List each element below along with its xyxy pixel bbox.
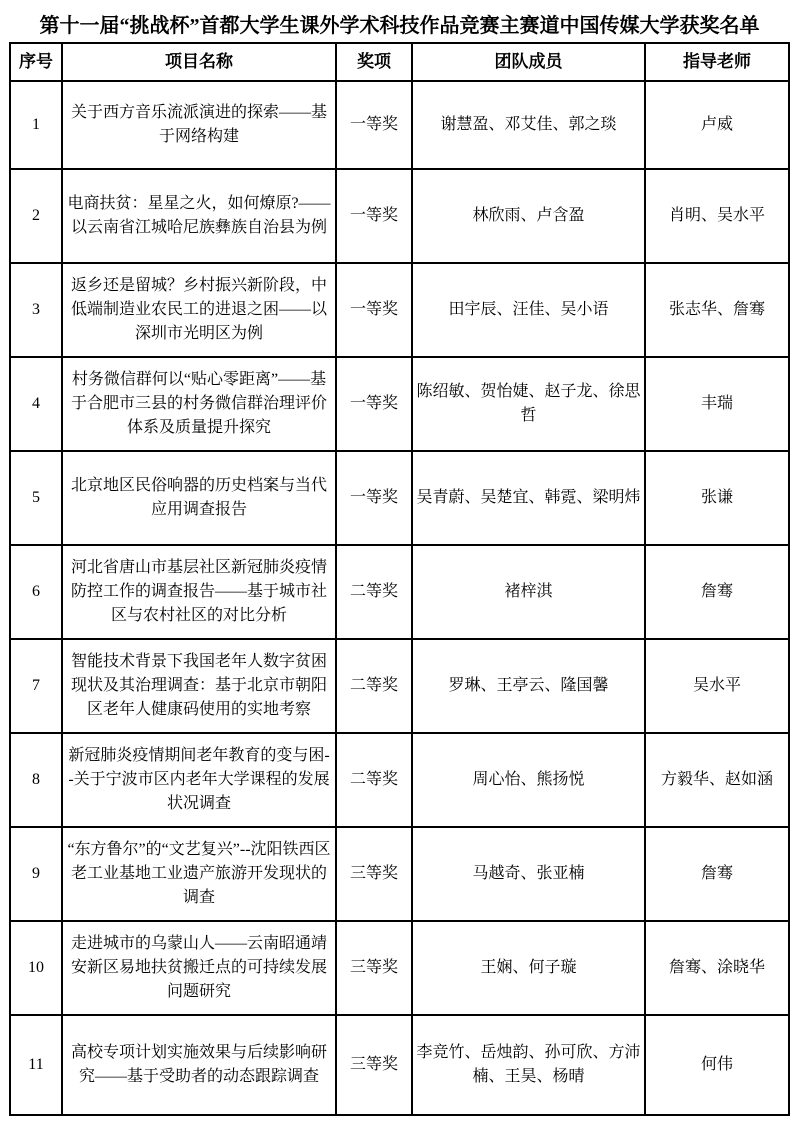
table-row (10, 545, 789, 639)
advisors-cell: 詹骞 (645, 827, 789, 921)
table-row (10, 827, 789, 921)
project-name-cell: 智能技术背景下我国老年人数字贫困现状及其治理调查：基于北京市朝阳区老年人健康码使用的实地考察 (62, 639, 336, 733)
award-cell: 二等奖 (336, 545, 412, 639)
header-members: 团队成员 (412, 43, 645, 81)
advisors-cell: 肖明、吴水平 (645, 169, 789, 263)
table-row (10, 921, 789, 1015)
members-cell: 林欣雨、卢含盈 (412, 169, 645, 263)
members-cell: 吴青蔚、吴楚宜、韩霓、梁明炜 (412, 451, 645, 545)
advisors-cell: 詹骞 (645, 545, 789, 639)
table-row (10, 451, 789, 545)
members-cell: 王娴、何子璇 (412, 921, 645, 1015)
award-cell: 一等奖 (336, 263, 412, 357)
members-cell: 罗琳、王亭云、隆国馨 (412, 639, 645, 733)
table-row (10, 639, 789, 733)
award-cell: 二等奖 (336, 639, 412, 733)
table-row (10, 733, 789, 827)
page-title: 第十一届“挑战杯”首都大学生课外学术科技作品竞赛主赛道中国传媒大学获奖名单 (39, 15, 760, 37)
advisors-cell: 张志华、詹骞 (645, 263, 789, 357)
row-number-cell: 9 (10, 827, 62, 921)
award-cell: 一等奖 (336, 169, 412, 263)
advisors-cell: 张谦 (645, 451, 789, 545)
project-name-cell: 河北省唐山市基层社区新冠肺炎疫情防控工作的调查报告——基于城市社区与农村社区的对比分析 (62, 545, 336, 639)
table-row (10, 1015, 789, 1115)
row-number-cell: 5 (10, 451, 62, 545)
table-row (10, 263, 789, 357)
project-name-cell: 村务微信群何以“贴心零距离”——基于合肥市三县的村务微信群治理评价体系及质量提升探究 (62, 357, 336, 451)
row-number-cell: 4 (10, 357, 62, 451)
table-row (10, 81, 789, 169)
project-name-cell: 北京地区民俗响器的历史档案与当代应用调查报告 (62, 451, 336, 545)
award-cell: 一等奖 (336, 81, 412, 169)
table-header-row (10, 43, 789, 81)
row-number-cell: 6 (10, 545, 62, 639)
row-number-cell: 11 (10, 1015, 62, 1115)
row-number-cell: 3 (10, 263, 62, 357)
award-cell: 一等奖 (336, 357, 412, 451)
award-cell: 二等奖 (336, 733, 412, 827)
advisors-cell: 詹骞、涂晓华 (645, 921, 789, 1015)
project-name-cell: 高校专项计划实施效果与后续影响研究——基于受助者的动态跟踪调查 (62, 1015, 336, 1115)
table-row (10, 357, 789, 451)
members-cell: 田宇辰、汪佳、吴小语 (412, 263, 645, 357)
members-cell: 李竞竹、岳烛韵、孙可欣、方沛楠、王昊、杨晴 (412, 1015, 645, 1115)
project-name-cell: 关于西方音乐流派演进的探索——基于网络构建 (62, 81, 336, 169)
advisors-cell: 方毅华、赵如涵 (645, 733, 789, 827)
project-name-cell: “东方鲁尔”的“文艺复兴”--沈阳铁西区老工业基地工业遗产旅游开发现状的调查 (62, 827, 336, 921)
advisors-cell: 吴水平 (645, 639, 789, 733)
header-no: 序号 (10, 43, 62, 81)
members-cell: 褚梓淇 (412, 545, 645, 639)
row-number-cell: 8 (10, 733, 62, 827)
row-number-cell: 7 (10, 639, 62, 733)
row-number-cell: 10 (10, 921, 62, 1015)
award-list-table (9, 42, 790, 1116)
advisors-cell: 何伟 (645, 1015, 789, 1115)
row-number-cell: 1 (10, 81, 62, 169)
project-name-cell: 返乡还是留城？乡村振兴新阶段，中低端制造业农民工的进退之困——以深圳市光明区为例 (62, 263, 336, 357)
project-name-cell: 新冠肺炎疫情期间老年教育的变与困--关于宁波市区内老年大学课程的发展状况调查 (62, 733, 336, 827)
header-project: 项目名称 (62, 43, 336, 81)
header-advisors: 指导老师 (645, 43, 789, 81)
advisors-cell: 丰瑞 (645, 357, 789, 451)
members-cell: 陈绍敏、贺怡婕、赵子龙、徐思哲 (412, 357, 645, 451)
award-cell: 三等奖 (336, 1015, 412, 1115)
project-name-cell: 电商扶贫：星星之火，如何燎原?——以云南省江城哈尼族彝族自治县为例 (62, 169, 336, 263)
project-name-cell: 走进城市的乌蒙山人——云南昭通靖安新区易地扶贫搬迁点的可持续发展问题研究 (62, 921, 336, 1015)
table-row (10, 169, 789, 263)
row-number-cell: 2 (10, 169, 62, 263)
advisors-cell: 卢威 (645, 81, 789, 169)
award-cell: 一等奖 (336, 451, 412, 545)
members-cell: 谢慧盈、邓艾佳、郭之琰 (412, 81, 645, 169)
members-cell: 马越奇、张亚楠 (412, 827, 645, 921)
table-body (10, 81, 789, 1115)
members-cell: 周心怡、熊扬悦 (412, 733, 645, 827)
header-award: 奖项 (336, 43, 412, 81)
award-cell: 三等奖 (336, 827, 412, 921)
award-cell: 三等奖 (336, 921, 412, 1015)
